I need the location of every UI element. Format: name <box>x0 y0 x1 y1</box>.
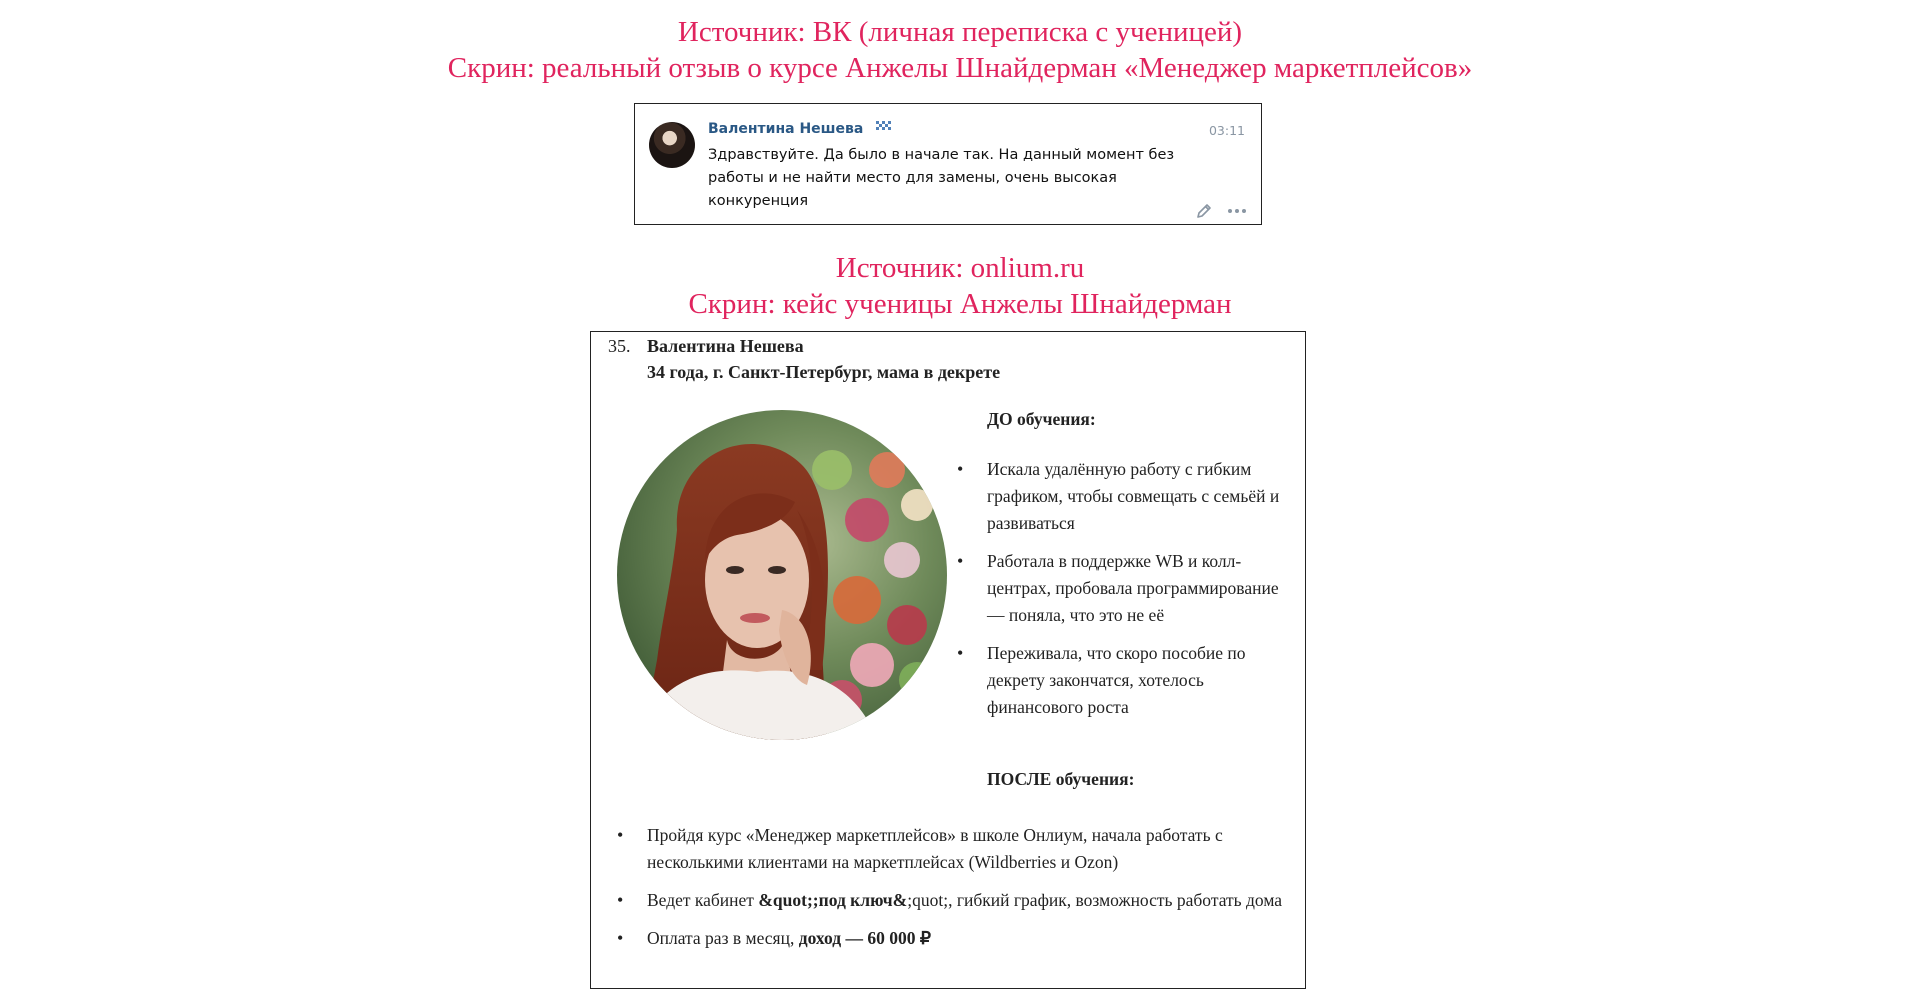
after-list <box>647 822 1297 963</box>
list-item <box>647 925 1297 952</box>
list-item <box>647 822 1297 876</box>
after-item-prefix: Оплата раз в месяц, <box>647 928 799 948</box>
edit-pencil-icon[interactable] <box>1195 202 1213 220</box>
after-title: ПОСЛЕ обучения: <box>987 769 1135 789</box>
onlium-source-caption <box>0 250 1920 322</box>
list-item: • Работала в поддержке WB и колл-центрах, пробовала программирование — поняла, что это не её <box>987 548 1297 629</box>
case-screenshot <box>590 331 1306 989</box>
message-time: 03:11 <box>1208 123 1245 138</box>
after-item-prefix: Ведет кабинет <box>647 890 759 910</box>
message-actions <box>1195 202 1247 220</box>
vk-message-screenshot <box>634 103 1262 225</box>
message-author-wrap <box>708 121 892 137</box>
avatar[interactable] <box>649 122 695 168</box>
case-student-name: Валентина Нешева <box>647 336 804 356</box>
more-options-icon[interactable] <box>1227 208 1247 214</box>
after-item-bold: &quot;;под ключ& <box>758 890 908 910</box>
after-item-bold: доход — 60 000 ₽ <box>798 928 931 948</box>
list-item <box>647 887 1297 914</box>
list-item: • Искала удалённую работу с гибким графиком, чтобы совмещать с семьёй и развиваться <box>987 456 1297 537</box>
after-item-suffix: ;quot;, гибкий график, возможность работать дома <box>907 890 1283 910</box>
list-item: • Переживала, что скоро пособие по декрету закончатся, хотелось финансового роста <box>987 640 1297 721</box>
checkered-flag-icon <box>876 121 892 135</box>
case-number: 35. <box>608 336 631 356</box>
onlium-source-line: Источник: onlium.ru <box>835 252 1085 284</box>
after-item-text: Пройдя курс «Менеджер маркетплейсов» в школе Онлиум, начала работать с несколькими клиентами на маркетплейсах (Wildberries и Ozon) <box>647 825 1223 872</box>
vk-source-caption <box>0 14 1920 86</box>
before-title: ДО обучения: <box>987 409 1096 429</box>
before-list <box>987 456 1297 732</box>
onlium-screen-line: Скрин: кейс ученицы Анжелы Шнайдерман <box>688 288 1232 320</box>
message-author[interactable]: Валентина Нешева <box>708 121 864 137</box>
vk-screen-line: Скрин: реальный отзыв о курсе Анжелы Шнайдерман «Менеджер маркетплейсов» <box>447 52 1473 84</box>
student-photo <box>617 410 947 740</box>
vk-source-line: Источник: ВК (личная переписка с ученицей) <box>677 16 1243 48</box>
case-student-details: 34 года, г. Санкт-Петербург, мама в декрете <box>647 362 1001 382</box>
message-text: Здравствуйте. Да было в начале так. На данный момент без работы и не найти место для замены, очень высокая конкуренция <box>708 147 1175 209</box>
